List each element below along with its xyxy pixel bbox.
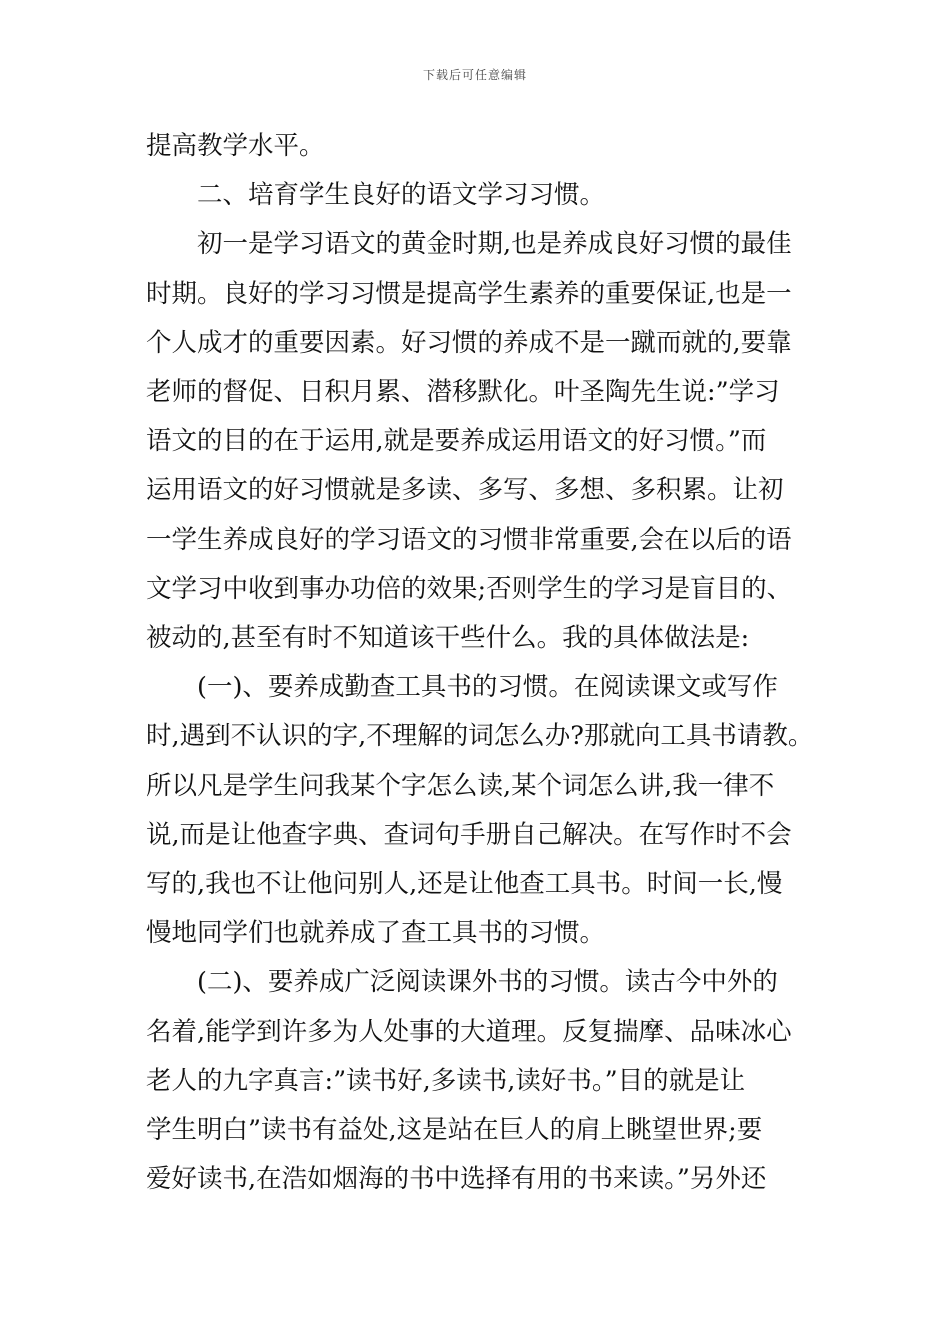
text-line: 爱好读书,在浩如烟海的书中选择有用的书来读。”另外还	[146, 1164, 767, 1195]
text-line: 学生明白”读书有益处,这是站在巨人的肩上眺望世界;要	[146, 1115, 763, 1146]
page-header: 下载后可任意编辑	[422, 68, 527, 82]
text-line: 一学生养成良好的学习语文的习惯非常重要,会在以后的语	[146, 524, 792, 555]
text-line: 被动的,甚至有时不知道该干些什么。我的具体做法是:	[146, 623, 750, 654]
text-line: 提高教学水平。	[146, 131, 325, 161]
text-line: 名着,能学到许多为人处事的大道理。反复揣摩、品味冰心	[146, 1016, 792, 1047]
text-line: 二、培育学生良好的语文学习习惯。	[197, 180, 606, 211]
text-line: 时,遇到不认识的字,不理解的词怎么办?那就向工具书请教。	[146, 721, 814, 752]
text-line: 老师的督促、日积月累、潜移默化。叶圣陶先生说:”学习	[146, 377, 780, 408]
text-line: (二)、要养成广泛阅读课外书的习惯。读古今中外的	[197, 967, 778, 998]
document-body	[146, 122, 814, 1204]
text-line: 语文的目的在于运用,就是要养成运用语文的好习惯。”而	[146, 426, 767, 457]
text-line: 老人的九字真言:”读书好,多读书,读好书。”目的就是让	[146, 1065, 746, 1096]
text-line: 初一是学习语文的黄金时期,也是养成良好习惯的最佳	[197, 229, 792, 260]
text-line: 说,而是让他查字典、查词句手册自己解决。在写作时不会	[146, 819, 792, 850]
text-line: 慢地同学们也就养成了查工具书的习惯。	[146, 918, 606, 949]
text-line: 时期。良好的学习习惯是提高学生素养的重要保证,也是一	[146, 278, 792, 309]
text-line: 个人成才的重要因素。好习惯的养成不是一蹴而就的,要靠	[146, 327, 792, 358]
text-line: (一)、要养成勤查工具书的习惯。在阅读课文或写作	[197, 672, 778, 703]
text-line: 写的,我也不让他问别人,还是让他查工具书。时间一长,慢	[146, 869, 783, 900]
text-line: 文学习中收到事办功倍的效果;否则学生的学习是盲目的、	[146, 573, 793, 604]
text-line: 运用语文的好习惯就是多读、多写、多想、多积累。让初	[146, 475, 784, 506]
text-line: 所以凡是学生问我某个字怎么读,某个词怎么讲,我一律不	[146, 770, 775, 801]
